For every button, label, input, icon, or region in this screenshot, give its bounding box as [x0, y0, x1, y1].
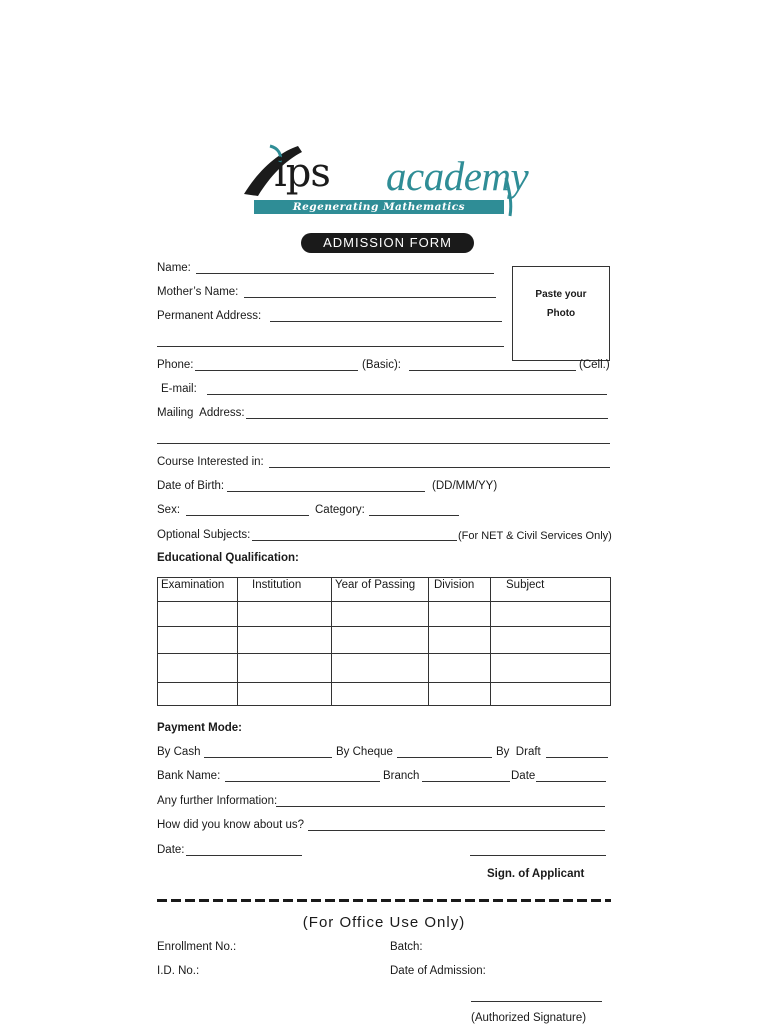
table-cell[interactable] [491, 654, 611, 683]
logo-brand-secondary: academy [386, 153, 529, 199]
branch-label: Branch [383, 770, 420, 782]
email-field[interactable] [207, 394, 607, 395]
column-year-of-passing: Year of Passing [332, 578, 429, 602]
email-label: E-mail: [161, 383, 197, 395]
sign-applicant-label: Sign. of Applicant [487, 868, 585, 880]
table-cell[interactable] [491, 627, 611, 654]
table-cell[interactable] [491, 683, 611, 706]
by-cheque-field[interactable] [397, 757, 492, 758]
table-cell[interactable] [332, 654, 429, 683]
optional-subjects-label: Optional Subjects: [157, 529, 251, 541]
optional-subjects-note: (For NET & Civil Services Only) [458, 530, 612, 542]
column-division: Division [429, 578, 491, 602]
table-cell[interactable] [238, 602, 332, 627]
sex-label: Sex: [157, 504, 181, 516]
how-know-label: How did you know about us? [157, 819, 305, 831]
further-info-label: Any further Information: [157, 795, 278, 807]
course-interested-label: Course Interested in: [157, 456, 264, 468]
phone-cell-label: (Cell.) [579, 359, 610, 371]
bank-name-field[interactable] [225, 781, 380, 782]
education-table [157, 577, 611, 706]
column-examination: Examination [158, 578, 238, 602]
table-cell[interactable] [491, 602, 611, 627]
course-interested-field[interactable] [269, 467, 610, 468]
table-cell[interactable] [332, 602, 429, 627]
by-cash-label: By Cash [157, 746, 201, 758]
branch-field[interactable] [422, 781, 510, 782]
by-draft-field[interactable] [546, 757, 608, 758]
date-label: Date: [157, 844, 185, 856]
table-cell[interactable] [238, 654, 332, 683]
id-no-label: I.D. No.: [157, 965, 200, 977]
education-heading: Educational Qualification: [157, 552, 299, 564]
further-info-field[interactable] [276, 806, 605, 807]
phone-basic-field[interactable] [195, 370, 358, 371]
education-table-header [158, 578, 611, 602]
table-row [158, 602, 611, 627]
by-cheque-label: By Cheque [336, 746, 393, 758]
applicant-signature-field[interactable] [470, 855, 606, 856]
table-cell[interactable] [158, 602, 238, 627]
table-cell[interactable] [238, 627, 332, 654]
table-cell[interactable] [429, 602, 491, 627]
phone-cell-field[interactable] [409, 370, 576, 371]
sex-field[interactable] [186, 515, 309, 516]
table-cell[interactable] [158, 683, 238, 706]
table-cell[interactable] [332, 627, 429, 654]
authorized-signature-label: (Authorized Signature) [471, 1012, 587, 1024]
mailing-address-field[interactable] [246, 418, 608, 419]
mothers-name-field[interactable] [244, 297, 496, 298]
table-row [158, 683, 611, 706]
table-row [158, 654, 611, 683]
logo-tagline: Regenerating Mathematics [254, 200, 504, 214]
name-field[interactable] [196, 273, 494, 274]
dob-format-label: (DD/MM/YY) [432, 480, 498, 492]
table-cell[interactable] [332, 683, 429, 706]
mailing-address-label: Mailing Address: [157, 407, 245, 419]
how-know-field[interactable] [308, 830, 605, 831]
batch-label: Batch: [390, 941, 423, 953]
date-admission-label: Date of Admission: [390, 965, 486, 977]
name-label: Name: [157, 262, 191, 274]
table-cell[interactable] [238, 683, 332, 706]
column-institution: Institution [238, 578, 332, 602]
permanent-address-field[interactable] [270, 321, 502, 322]
permanent-address-field-line2[interactable] [157, 346, 504, 347]
payment-date-field[interactable] [536, 781, 606, 782]
table-cell[interactable] [429, 627, 491, 654]
phone-label: Phone: [157, 359, 194, 371]
mothers-name-label: Mother’s Name: [157, 286, 239, 298]
enrollment-label: Enrollment No.: [157, 941, 237, 953]
table-row [158, 627, 611, 654]
category-label: Category: [315, 504, 365, 516]
date-field[interactable] [186, 855, 302, 856]
permanent-address-label: Permanent Address: [157, 310, 262, 322]
payment-heading: Payment Mode: [157, 722, 242, 734]
dob-label: Date of Birth: [157, 480, 225, 492]
authorized-signature-field[interactable] [471, 1001, 602, 1002]
mailing-address-field-line2[interactable] [157, 443, 610, 444]
office-use-title: (For Office Use Only) [302, 914, 466, 931]
category-field[interactable] [369, 515, 459, 516]
payment-date-label: Date [511, 770, 536, 782]
photo-box-label: Paste your Photo [535, 289, 587, 319]
photo-box [512, 266, 610, 361]
column-subject: Subject [491, 578, 611, 602]
office-divider [157, 899, 611, 902]
logo-brand-main: ips [274, 150, 330, 196]
table-cell[interactable] [429, 654, 491, 683]
table-cell[interactable] [158, 627, 238, 654]
table-cell[interactable] [429, 683, 491, 706]
bank-name-label: Bank Name: [157, 770, 221, 782]
table-cell[interactable] [158, 654, 238, 683]
by-cash-field[interactable] [204, 757, 332, 758]
form-title: ADMISSION FORM [301, 233, 474, 253]
academy-logo [240, 138, 530, 222]
dob-field[interactable] [227, 491, 425, 492]
optional-subjects-field[interactable] [252, 540, 457, 541]
by-draft-label: By Draft [496, 746, 541, 758]
phone-basic-label: (Basic): [362, 359, 401, 371]
